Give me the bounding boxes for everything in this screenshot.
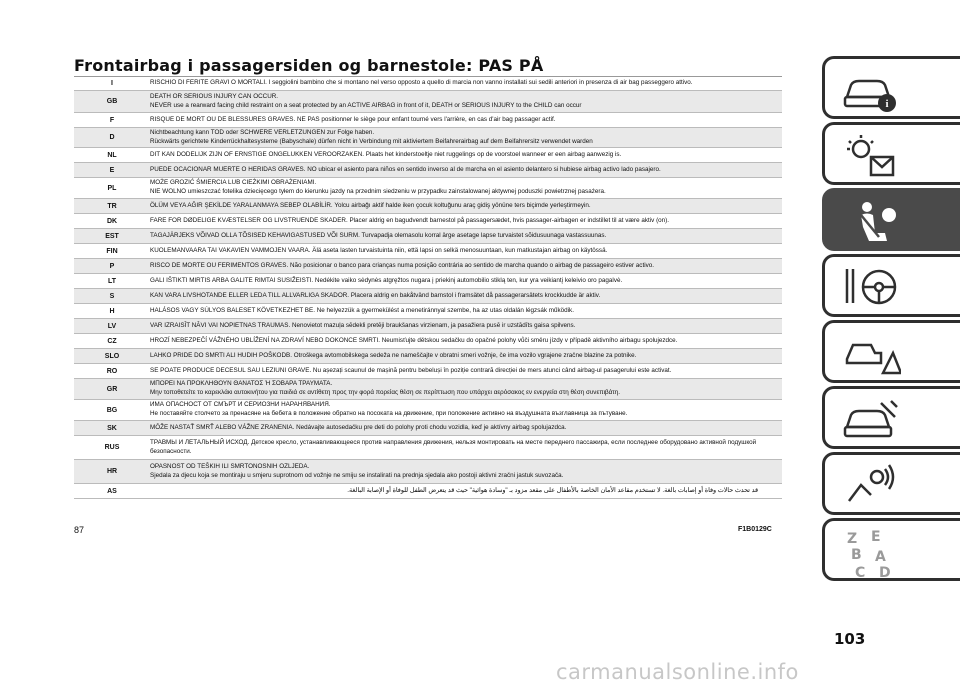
language-code: SLO: [104, 352, 120, 360]
maintenance-icon: [841, 395, 901, 445]
warning-text: RISQUE DE MORT OU DE BLESSURES GRAVES. NE PAS positionner le siège pour enfant tourné vers l'arrière, en cas d'air bag passager actif.: [150, 115, 556, 123]
warning-row: [74, 274, 782, 289]
svg-text:E: E: [871, 529, 881, 545]
language-code: NL: [107, 151, 117, 159]
multimedia-icon: [841, 461, 901, 511]
warning-row: [74, 113, 782, 128]
language-code: S: [109, 292, 115, 300]
warning-text: ΜΠΟΡΕΙ ΝΑ ΠΡΟΚΛΗΘΟΥΝ ΘΑΝΑΤΟΣ Ή ΣΟΒΑΡΑ ΤΡΑΥΜΑΤΑ. Μην τοποθετείτε το καρεκλάκι αυτοκινήτου για παιδιά σε αντίθετη προς την φορά πορείας θέση σε περίπτωση που υπάρχει αερόσακος εν ενεργεία στη θέση συνεπιβάτη.: [150, 380, 621, 396]
car-info-icon: [841, 65, 901, 115]
warning-text: DEATH OR SERIOUS INJURY CAN OCCUR. NEVER use a rearward facing child restraint on a seat protected by an ACTIVE AIRBAG in front of it, DEATH or SERIOUS INJURY to the CHILD can occur: [150, 92, 582, 109]
language-code: DK: [106, 217, 118, 225]
language-code: HR: [106, 468, 118, 475]
warning-row: [74, 436, 782, 460]
warning-row: [74, 304, 782, 319]
warning-text: KAN VARA LIVSHOTANDE ELLER LEDA TILL ALLVARLIGA SKADOR. Placera aldrig en bakåtvänd barnstol i framsätet då passagerarsätets krockkudde är aktiv.: [150, 291, 601, 299]
warning-lights-icon: [841, 131, 901, 181]
warning-row: [74, 364, 782, 379]
language-code: E: [109, 166, 115, 174]
warning-row: [74, 128, 782, 148]
language-code: RO: [106, 367, 118, 375]
inner-page-number: 87: [74, 525, 85, 535]
warning-table: [74, 77, 782, 499]
page-title: Frontairbag i passagersiden og barnestole: PAS PÅ: [74, 56, 544, 75]
warning-row: [74, 214, 782, 229]
watermark: carmanualsonline.info: [556, 660, 799, 684]
tab-multimedia[interactable]: [822, 452, 960, 515]
page-number: 103: [834, 630, 866, 648]
warning-row: [74, 460, 782, 484]
warning-row: [74, 77, 782, 91]
svg-text:A: A: [875, 549, 886, 565]
warning-text: OPASNOST OD TEŠKIH ILI SMRTONOSNIH OZLJEDA. Sjedala za djecu koja se montiraju u smjeru suprotnom od vožnje ne smiju se instalirati na prednja sjedala ako postoji aktivni zračni jastuk suvozača.: [150, 462, 564, 479]
language-code: GR: [106, 385, 118, 393]
warning-row: [74, 178, 782, 199]
warning-text: LAHKO PRIDE DO SMRTI ALI HUDIH POŠKODB. Otroškega avtomobilskega sedeža ne nameščajte v obratni smeri vožnje, če ima vozilo vgrajene zračne blazine za potnike.: [150, 351, 637, 359]
warning-row: [74, 148, 782, 163]
warning-row: [74, 229, 782, 244]
language-code: P: [109, 262, 115, 270]
warning-text: PUEDE OCACIONAR MUERTE O HERIDAS GRAVES. NO ubicar el asiento para niños en sentido inverso al de marcha en el asiento delantero si hubiese airbag activo lado pasajero.: [150, 165, 661, 173]
warning-text: ÖLÜM VEYA AĞIR ŞEKİLDE YARALANMAYA SEBEP OLABİLİR. Yolcu airbağı aktif halde iken çocuk koltuğunu araç gidiş yönüne ters biçimde yerleştirmeyin.: [150, 201, 591, 209]
warning-row: [74, 349, 782, 364]
warning-text: ИМА ОПАСНОСТ ОТ СМЪРТ И СЕРИОЗНИ НАРАНЯВАНИЯ. Не поставяйте столчето за пренасяне на бебета в положение обратно на посоката на движение, при положение активно на въздушната възглавница за пътуване.: [150, 401, 628, 417]
language-code: GB: [106, 98, 118, 105]
warning-text: ТРАВМЫ И ЛЕТАЛЬНЫЙ ИСХОД. Детское кресло, устанавливающееся против направления движения, нельзя монтировать на месте переднего пассажира, если последнее оборудовано активной подушкой безопасности.: [150, 438, 757, 455]
warning-row: [74, 319, 782, 334]
svg-text:i: i: [885, 98, 889, 110]
warning-row: [74, 163, 782, 178]
warning-row: [74, 421, 782, 436]
tab-steering[interactable]: [822, 254, 960, 317]
steering-wheel-icon: [841, 263, 901, 313]
warning-text: GALI IŠTIKTI MIRTIS ARBA GALITE RIMTAI SUSIŽEISTI. Nedėkite vaiko sėdynės atgręžtos nugara į priekinį automobilio stiklą ten, kur yra veikiantį keleivio oro pagalvė.: [150, 276, 623, 284]
tab-car-info[interactable]: [822, 56, 960, 119]
warning-row: [74, 379, 782, 400]
figure-code: F1B0129C: [738, 526, 772, 533]
language-code: LT: [107, 277, 117, 285]
language-code: LV: [107, 322, 117, 330]
svg-text:B: B: [851, 547, 862, 563]
tab-index[interactable]: [822, 518, 960, 581]
tab-warning-lights[interactable]: [822, 122, 960, 185]
language-code: I: [111, 80, 113, 87]
language-code: AS: [107, 487, 117, 495]
language-code: H: [109, 307, 115, 315]
warning-text: KUOLEMANVAARA TAI VAKAVIEN VAMMOJEN VAARA. Älä aseta lasten turvaistuinta niin, että lapsi on selkä menosuuntaan, kun matkustajan airbag on käytössä.: [150, 246, 608, 254]
language-code: BG: [106, 406, 118, 414]
warning-text: HALÁSOS VAGY SÚLYOS BALESET KÖVETKEZHET BE. Ne helyezzük a gyermekülést a menetiránnyal szembe, ha az utas oldalán légzsák működik.: [150, 306, 574, 314]
warning-text: SE POATE PRODUCE DECESUL SAU LEZIUNI GRAVE. Nu așezați scaunul de mașină pentru bebeluși în poziție contrară direcției de mers atunci când airbag-ul pasagerului este activat.: [150, 366, 672, 374]
warning-row: [74, 91, 782, 113]
warning-text: Nichtbeachtung kann TOD oder SCHWERE VERLETZUNGEN zur Folge haben. Rückwärts gerichtete Kinderrückhaltesysteme (Babyschale) dürfen nicht in Verbindung mit aktiviertem Beifahrerairbag auf dem Beifahrersitz verwendet warden: [150, 128, 593, 145]
warning-row: [74, 484, 782, 499]
seat-safety-icon: [841, 197, 901, 247]
warning-row: [74, 334, 782, 349]
language-code: FIN: [106, 247, 118, 255]
tab-maintenance[interactable]: [822, 386, 960, 449]
warning-row: [74, 199, 782, 214]
language-code: CZ: [107, 337, 117, 345]
warning-row: [74, 244, 782, 259]
warning-row: [74, 259, 782, 274]
warning-text: MÔŽE NASTAŤ SMRŤ ALEBO VÁŽNE ZRANENIA. Nedávajte autosedačku pre deti do polohy proti chodu vozidla, keď je aktívny airbag spolujazdca.: [150, 423, 567, 431]
language-code: EST: [105, 232, 119, 240]
warning-text: قد تحدث حالات وفاة أو إصابات بالغة. لا تستخدم مقاعد الأمان الخاصة بالأطفال على مقعد مزود بـ "وسادة هوائية" حيث قد يتعرض الطفل للوفاة أو الإصابة البالغة.: [347, 486, 758, 494]
warning-text: FARE FOR DØDELIGE KVÆSTELSER OG LIVSTRUENDE SKADER. Placer aldrig en bagudvendt barnestol på passagersædet, hvis passager-airbagen er indstillet til at være aktiv (on).: [150, 216, 670, 224]
warning-text: HROZÍ NEBEZPEČÍ VÁŽNÉHO UBLÍŽENÍ NA ZDRAVÍ NEBO DOKONCE SMRTI. Neumisťujte dětskou sedačku do opačné polohy vůči směru jízdy v případě aktivního airbagu spolujezdce.: [150, 336, 678, 344]
language-code: RUS: [104, 444, 120, 451]
index-icon: [841, 527, 901, 581]
warning-text: VAR IZRAISĪT NĀVI VAI NOPIETNAS TRAUMAS. Nenovietot mazuļa sēdekli pretēji braukšanas virzienam, ja pasažiera pusē ir uzstādīts gaisa spilvens.: [150, 321, 576, 329]
svg-text:Z: Z: [847, 531, 858, 547]
breakdown-triangle-icon: [841, 329, 901, 379]
warning-row: [74, 400, 782, 421]
warning-text: RISCO DE MORTE OU FERIMENTOS GRAVES. Não posicionar o banco para crianças numa posição contrária ao sentido de marcha quando o airbag de passageiro estiver activo.: [150, 261, 654, 269]
svg-text:D: D: [879, 565, 891, 581]
warning-row: [74, 289, 782, 304]
warning-text: DIT KAN DODELIJK ZIJN OF ERNSTIGE ONGELUKKEN VEROORZAKEN. Plaats het kinderstoeltje niet ruggelings op de voorstoel wanneer er een airbag aanwezig is.: [150, 150, 622, 158]
warning-text: MOŻE GROZIĆ ŚMIERCIA LUB CIEŻKIMI OBRAŻENIAMI. NIE WOLNO umieszczać fotelika dziecięcego tyłem do kierunku jazdy na przednim siedzeniu w przypadku zainstalowanej aktywnej poduszki powietrznej pasażera.: [150, 179, 606, 195]
language-code: SK: [107, 424, 117, 432]
language-code: TR: [107, 202, 117, 210]
svg-text:C: C: [855, 565, 866, 581]
tab-seat-safety[interactable]: [822, 188, 960, 251]
warning-text: RISCHIO DI FERITE GRAVI O MORTALI. I seggiolini bambino che si montano nel verso opposto a quello di marcia non vanno installati sui sedili anteriori in presenza di air bag passeggero attivo.: [150, 79, 693, 87]
language-code: D: [109, 134, 115, 141]
language-code: F: [109, 116, 115, 124]
warning-text: TAGAJÄRJEKS VÕIVAD OLLA TÕSISED KEHAVIGASTUSED VÕI SURM. Turvapadja olemasolu korral ärge asetage lapse turvaistet sõidusuunaga vastassuunas.: [150, 231, 607, 239]
language-code: PL: [107, 184, 117, 192]
tab-breakdown[interactable]: [822, 320, 960, 383]
